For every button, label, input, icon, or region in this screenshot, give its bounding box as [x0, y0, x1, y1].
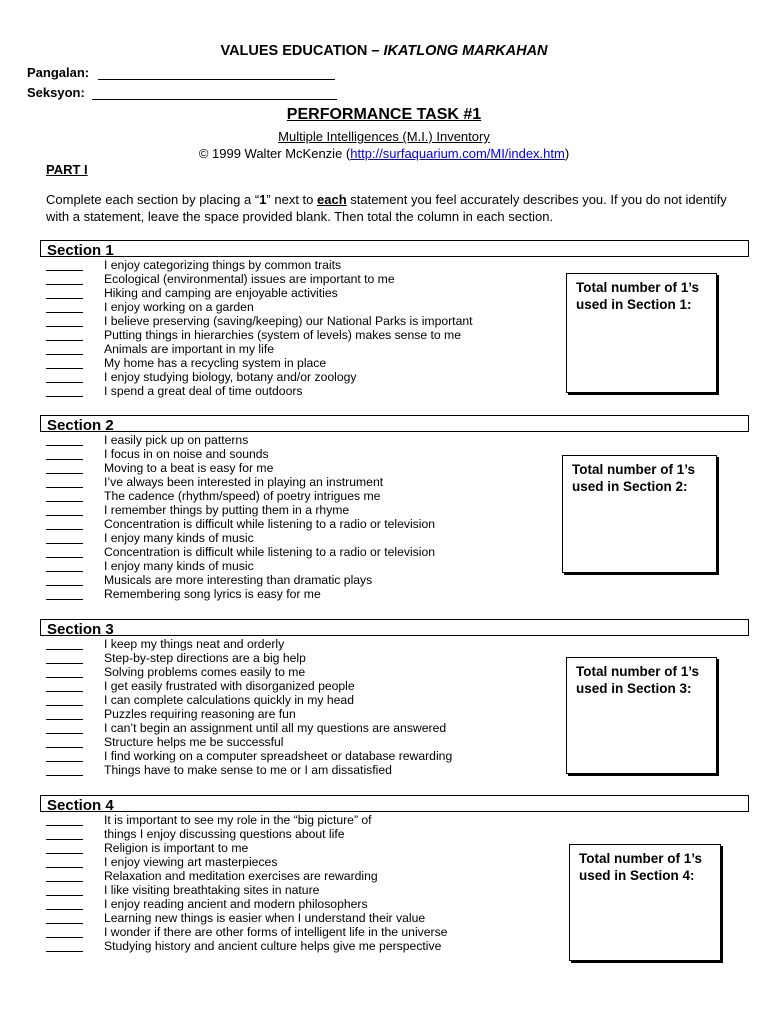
statement-text: Studying history and ancient culture helps give me perspective	[104, 938, 442, 953]
answer-blank[interactable]	[46, 270, 83, 271]
answer-blank[interactable]	[46, 937, 83, 938]
statement-text: Learning new things is easier when I understand their value	[104, 910, 426, 925]
answer-blank[interactable]	[46, 543, 83, 544]
statement-text: I enjoy reading ancient and modern philosophers	[104, 896, 368, 911]
name-input-line[interactable]	[98, 79, 335, 80]
document-title	[0, 43, 768, 59]
statement-text: I spend a great deal of time outdoors	[104, 383, 303, 398]
total-label-line1: Total number of 1’s	[576, 664, 700, 679]
statement-text: I like visiting breathtaking sites in nature	[104, 882, 320, 897]
statement-text: Remembering song lyrics is easy for me	[104, 586, 321, 601]
answer-blank[interactable]	[46, 649, 83, 650]
statement-row	[0, 517, 560, 531]
statement-text: My home has a recycling system in place	[104, 355, 327, 370]
answer-blank[interactable]	[46, 382, 83, 383]
section-header-3: Section 3	[40, 619, 749, 636]
answer-blank[interactable]	[46, 459, 83, 460]
statement-row	[0, 573, 560, 587]
statement-text: Puzzles requiring reasoning are fun	[104, 706, 296, 721]
statement-text: I can’t begin an assignment until all my questions are answered	[104, 720, 447, 735]
name-label: Pangalan:	[27, 65, 90, 80]
answer-blank[interactable]	[46, 284, 83, 285]
statement-row	[0, 897, 560, 911]
statement-row	[0, 665, 560, 679]
answer-blank[interactable]	[46, 733, 83, 734]
statement-row	[0, 461, 560, 475]
statement-row	[0, 883, 560, 897]
statement-row	[0, 813, 560, 827]
statement-row	[0, 272, 560, 286]
statement-row	[0, 749, 560, 763]
answer-blank[interactable]	[46, 663, 83, 664]
answer-blank[interactable]	[46, 354, 83, 355]
instructions-text-3: statement you feel accurately describes you. If you do not identify with a statement, leave the space provided blank. Then total the column in each section.	[46, 192, 727, 224]
statement-text: Things have to make sense to me or I am dissatisfied	[104, 762, 392, 777]
section-label: Seksyon:	[27, 85, 85, 100]
answer-blank[interactable]	[46, 677, 83, 678]
answer-blank[interactable]	[46, 747, 83, 748]
answer-blank[interactable]	[46, 396, 83, 397]
answer-blank[interactable]	[46, 881, 83, 882]
statement-text: Relaxation and meditation exercises are rewarding	[104, 868, 378, 883]
instructions	[46, 191, 746, 225]
statement-text: I get easily frustrated with disorganized people	[104, 678, 355, 693]
statement-row	[0, 384, 560, 398]
statement-row	[0, 841, 560, 855]
statement-row	[0, 855, 560, 869]
answer-blank[interactable]	[46, 775, 83, 776]
statement-row	[0, 545, 560, 559]
answer-blank[interactable]	[46, 867, 83, 868]
statement-row	[0, 447, 560, 461]
answer-blank[interactable]	[46, 515, 83, 516]
answer-blank[interactable]	[46, 473, 83, 474]
copyright-suffix: )	[564, 146, 570, 161]
statement-text: Religion is important to me	[104, 840, 249, 855]
statement-text: Solving problems comes easily to me	[104, 664, 306, 679]
answer-blank[interactable]	[46, 951, 83, 952]
statement-text: I keep my things neat and orderly	[104, 637, 285, 651]
section-header-1: Section 1	[40, 240, 749, 257]
instructions-each: each	[317, 192, 347, 207]
answer-blank[interactable]	[46, 445, 83, 446]
answer-blank[interactable]	[46, 599, 83, 600]
copyright-prefix: © 1999 Walter McKenzie (	[198, 146, 351, 161]
instructions-text-1: Complete each section by placing a “	[46, 192, 260, 207]
task-title: PERFORMANCE TASK #1	[286, 106, 482, 123]
section-total-box-3[interactable]	[566, 657, 717, 774]
statement-text: I enjoy categorizing things by common traits	[104, 258, 342, 272]
answer-blank[interactable]	[46, 312, 83, 313]
answer-blank[interactable]	[46, 529, 83, 530]
answer-blank[interactable]	[46, 585, 83, 586]
statement-text: Concentration is difficult while listening to a radio or television	[104, 516, 436, 531]
statement-text: I enjoy studying biology, botany and/or zoology	[104, 369, 357, 384]
statement-row	[0, 531, 560, 545]
statement-row	[0, 925, 560, 939]
statement-text: I enjoy working on a garden	[104, 299, 254, 314]
answer-blank[interactable]	[46, 557, 83, 558]
statement-text: Animals are important in my life	[104, 341, 275, 356]
statement-row	[0, 356, 560, 370]
instructions-text-2: ” next to	[266, 192, 317, 207]
statement-text: I wonder if there are other forms of intelligent life in the universe	[104, 924, 448, 939]
answer-blank[interactable]	[46, 923, 83, 924]
answer-blank[interactable]	[46, 825, 83, 826]
statement-text: things I enjoy discussing questions about life	[104, 827, 345, 841]
answer-blank[interactable]	[46, 719, 83, 720]
statement-row	[0, 342, 560, 356]
statement-row	[0, 587, 560, 601]
statement-row	[0, 489, 560, 503]
answer-blank[interactable]	[46, 895, 83, 896]
statement-row	[0, 721, 560, 735]
statement-text: I enjoy many kinds of music	[104, 530, 254, 545]
section-total-box-4[interactable]	[569, 844, 721, 961]
section-header-2: Section 2	[40, 415, 749, 432]
statement-text: The cadence (rhythm/speed) of poetry intrigues me	[104, 488, 381, 503]
statement-row	[0, 475, 560, 489]
statement-text: I enjoy viewing art masterpieces	[104, 854, 278, 869]
statement-row	[0, 328, 560, 342]
answer-blank[interactable]	[46, 761, 83, 762]
total-label-line2: used in Section 1:	[576, 297, 692, 312]
answer-blank[interactable]	[46, 368, 83, 369]
statement-row	[0, 707, 560, 721]
statement-row	[0, 939, 560, 953]
total-label-line1: Total number of 1’s	[579, 851, 703, 866]
source-link[interactable]: http://surfaquarium.com/MI/index.htm	[350, 146, 565, 161]
answer-blank[interactable]	[46, 909, 83, 910]
statement-row	[0, 637, 560, 651]
statement-row	[0, 370, 560, 384]
answer-blank[interactable]	[46, 326, 83, 327]
statement-text: Step-by-step directions are a big help	[104, 651, 306, 665]
total-label-line1: Total number of 1’s	[572, 462, 696, 477]
statement-text: Putting things in hierarchies (system of levels) makes sense to me	[104, 327, 461, 342]
statement-row	[0, 286, 560, 300]
statement-text: I find working on a computer spreadsheet or database rewarding	[104, 748, 453, 763]
answer-blank[interactable]	[46, 839, 83, 840]
statement-text: Hiking and camping are enjoyable activities	[104, 285, 338, 300]
statement-row	[0, 433, 560, 447]
statement-text: Ecological (environmental) issues are important to me	[104, 271, 395, 286]
statement-text: I enjoy many kinds of music	[104, 558, 254, 573]
statement-text: Structure helps me be successful	[104, 734, 284, 749]
statement-row	[0, 911, 560, 925]
answer-blank[interactable]	[46, 501, 83, 502]
statement-row	[0, 314, 560, 328]
statement-row	[0, 258, 560, 272]
title-quarter: IKATLONG MARKAHAN	[383, 43, 548, 59]
statement-row	[0, 679, 560, 693]
statement-text: I focus in on noise and sounds	[104, 446, 269, 461]
answer-blank[interactable]	[46, 298, 83, 299]
statement-row	[0, 827, 560, 841]
statement-text: I can complete calculations quickly in my head	[104, 692, 354, 707]
statement-text: I remember things by putting them in a rhyme	[104, 502, 350, 517]
answer-blank[interactable]	[46, 691, 83, 692]
answer-blank[interactable]	[46, 705, 83, 706]
statement-row	[0, 693, 560, 707]
answer-blank[interactable]	[46, 487, 83, 488]
total-label-line2: used in Section 3:	[576, 681, 692, 696]
statement-row	[0, 559, 560, 573]
statement-text: I easily pick up on patterns	[104, 433, 249, 447]
statement-row	[0, 763, 560, 777]
statement-text: Moving to a beat is easy for me	[104, 460, 274, 475]
statement-row	[0, 503, 560, 517]
total-label-line1: Total number of 1’s	[576, 280, 700, 295]
total-label-line2: used in Section 2:	[572, 479, 688, 494]
statement-row	[0, 869, 560, 883]
answer-blank[interactable]	[46, 340, 83, 341]
instructions-one: 1	[259, 192, 267, 207]
title-main: VALUES EDUCATION –	[220, 43, 384, 59]
total-label-line2: used in Section 4:	[579, 868, 695, 883]
statement-text: I’ve always been interested in playing an instrument	[104, 474, 384, 489]
answer-blank[interactable]	[46, 853, 83, 854]
statement-text: I believe preserving (saving/keeping) our National Parks is important	[104, 313, 473, 328]
section-input-line[interactable]	[92, 99, 337, 100]
section-total-box-2[interactable]	[562, 455, 717, 573]
answer-blank[interactable]	[46, 571, 83, 572]
statement-text: It is important to see my role in the “big picture” of	[104, 813, 372, 827]
statement-text: Musicals are more interesting than dramatic plays	[104, 572, 373, 587]
part-label: PART I	[46, 162, 88, 177]
statement-row	[0, 651, 560, 665]
section-total-box-1[interactable]	[566, 273, 717, 393]
section-header-4: Section 4	[40, 795, 749, 812]
copyright-line	[0, 146, 768, 161]
inventory-subtitle: Multiple Intelligences (M.I.) Inventory	[278, 129, 490, 144]
statement-row	[0, 300, 560, 314]
statement-text: Concentration is difficult while listening to a radio or television	[104, 544, 436, 559]
statement-row	[0, 735, 560, 749]
